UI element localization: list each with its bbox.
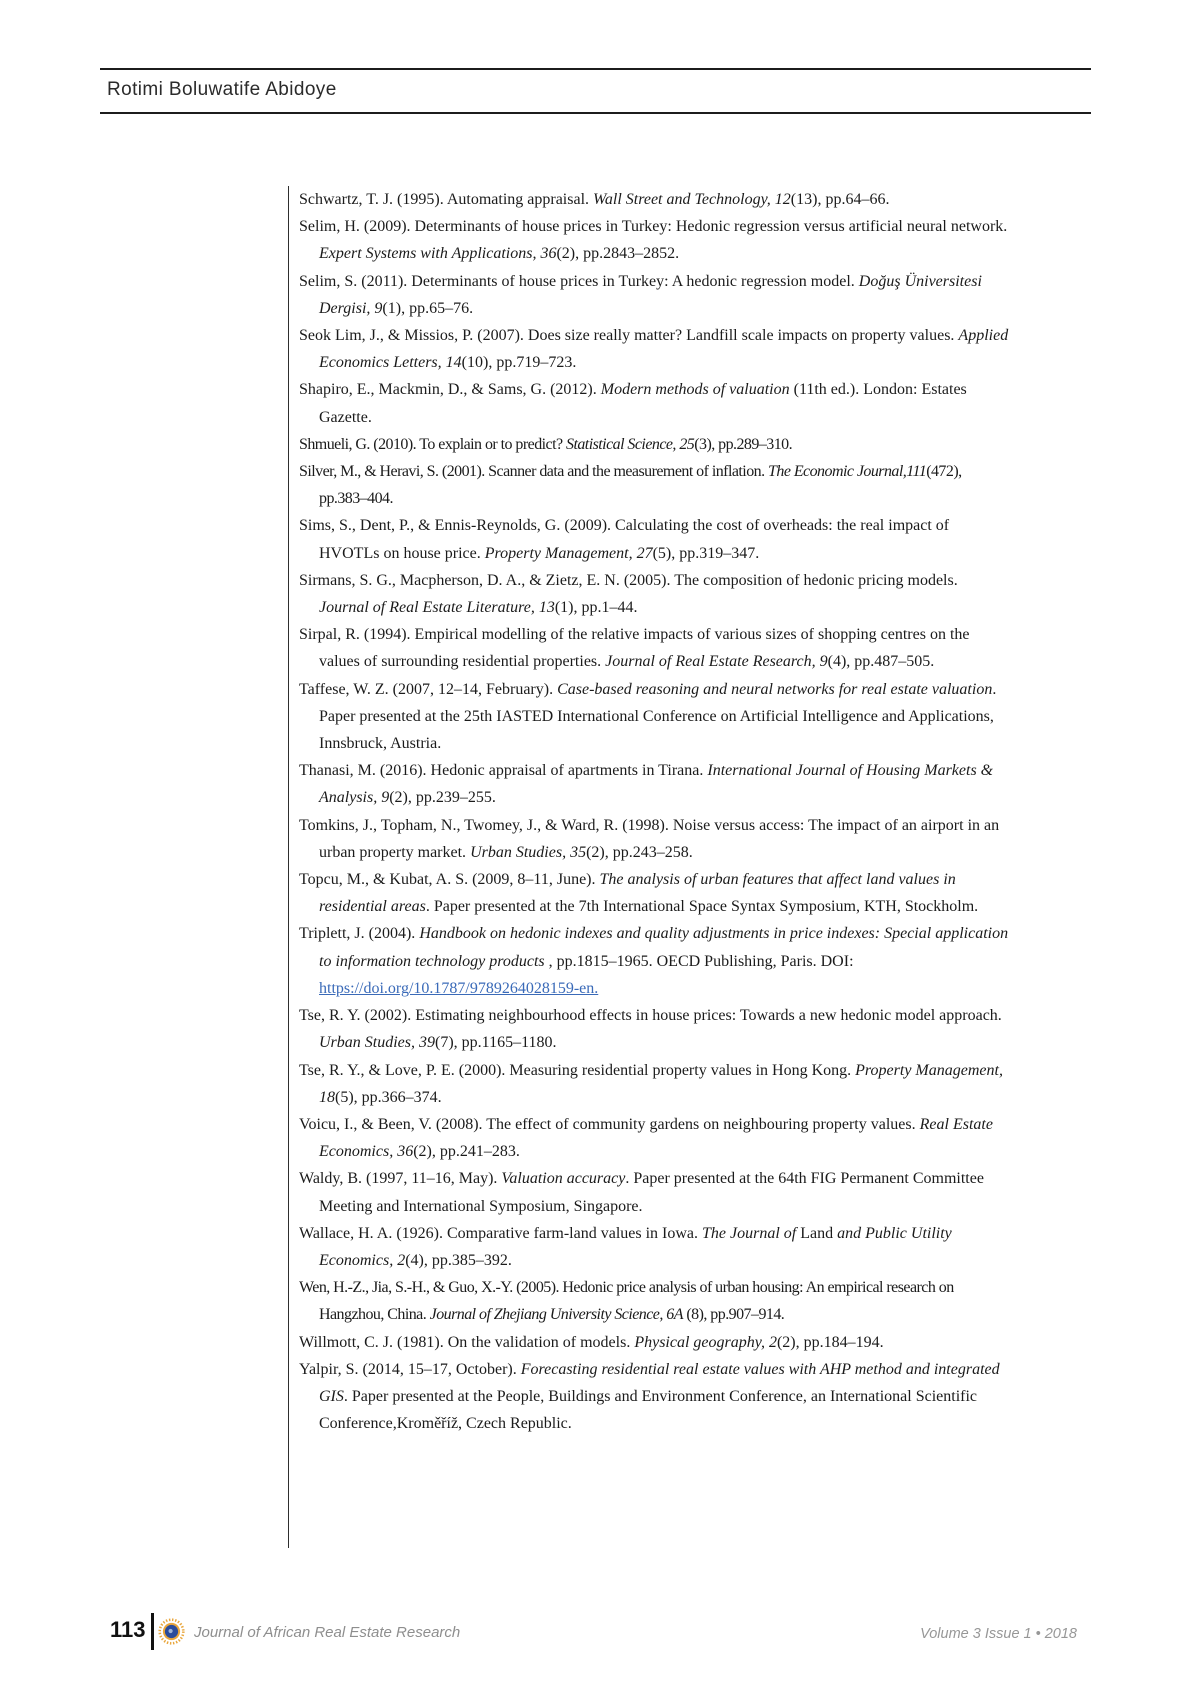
reference-italic-text: Physical geography, 2	[634, 1333, 777, 1351]
reference-entry	[299, 920, 1011, 1002]
page-number: 113	[110, 1617, 146, 1642]
reference-text: Shmueli, G. (2010). To explain or to predict?	[299, 435, 567, 453]
reference-text: (2), pp.184–194.	[776, 1333, 884, 1351]
reference-entry	[299, 866, 1011, 920]
footer-divider	[151, 1613, 154, 1650]
reference-italic-text: Doğuş Üniversitesi Dergisi, 9	[319, 272, 982, 317]
reference-text: (5), pp.366–374.	[335, 1088, 442, 1106]
reference-text: (7), pp.1165–1180.	[435, 1034, 557, 1052]
reference-text: Wallace, H. A. (1926). Comparative farm-land values in Iowa.	[299, 1224, 703, 1242]
reference-entry	[299, 1356, 1011, 1438]
reference-entry	[299, 512, 1011, 566]
reference-text: Willmott, C. J. (1981). On the validation of models.	[299, 1333, 635, 1351]
reference-italic-text: International Journal of Housing Markets & Analysis, 9	[319, 762, 994, 807]
header-bottom-rule	[100, 112, 1091, 114]
reference-text: Shapiro, E., Mackmin, D., & Sams, G. (2012).	[299, 381, 601, 399]
reference-entry	[299, 812, 1011, 866]
reference-text: Taffese, W. Z. (2007, 12–14, February).	[299, 680, 558, 698]
reference-text: Topcu, M., & Kubat, A. S. (2009, 8–11, June).	[299, 871, 600, 889]
reference-text: Tse, R. Y. (2002). Estimating neighbourhood effects in house prices: Towards a new hedonic model approach.	[299, 1007, 1002, 1025]
reference-italic-text: Journal of Zhejiang University Science, 6A	[429, 1306, 683, 1324]
running-header-author: Rotimi Boluwatife Abidoye	[107, 79, 337, 100]
reference-text: (2), pp.241–283.	[413, 1143, 520, 1161]
reference-entry	[299, 213, 1011, 267]
reference-text: Wen, H.-Z., Jia, S.-H., & Guo, X.-Y. (2005). Hedonic price analysis of urban housing: An empirical research on Hangzhou, China.	[299, 1279, 954, 1324]
reference-text: Yalpir, S. (2014, 15–17, October).	[299, 1360, 521, 1378]
reference-text: Schwartz, T. J. (1995). Automating appraisal.	[299, 191, 594, 208]
header-top-rule	[100, 68, 1091, 70]
reference-entry	[299, 1274, 1011, 1328]
reference-text: . Paper presented at the 64th FIG Permanent Committee Meeting and International Symposium, Singapore.	[319, 1170, 984, 1215]
reference-entry	[299, 268, 1011, 322]
reference-text: . Paper presented at the 25th IASTED International Conference on Artificial Intelligence and Applications, Innsbruck, Austria.	[319, 680, 997, 753]
reference-text: (2), pp.239–255.	[389, 789, 496, 807]
reference-text: . Paper presented at the 7th International Space Syntax Symposium, KTH, Stockholm.	[425, 898, 979, 916]
reference-italic-text: Modern methods of valuation	[600, 381, 790, 399]
reference-italic-text: Applied Economics Letters, 14	[319, 327, 1009, 372]
reference-entry	[299, 1002, 1011, 1056]
reference-text: Waldy, B. (1997, 11–16, May).	[299, 1170, 502, 1188]
reference-text: (5), pp.319–347.	[652, 544, 760, 562]
doi-link[interactable]: https://doi.org/10.1787/9789264028159-en.	[319, 979, 599, 997]
reference-italic-text: Handbook on hedonic indexes and quality adjustments in price indexes: Special application to information technology products	[319, 925, 1009, 970]
reference-entry	[299, 1220, 1011, 1274]
reference-italic-text: and Public Utility Economics, 2	[319, 1224, 952, 1269]
reference-entry	[299, 1165, 1011, 1219]
reference-text: (3), pp.289–310.	[694, 435, 793, 453]
reference-entry	[299, 458, 1011, 512]
reference-entry	[299, 1111, 1011, 1165]
reference-italic-text: Forecasting residential real estate values with AHP method and integrated GIS	[319, 1360, 1000, 1405]
reference-italic-text: The Journal of	[702, 1224, 801, 1242]
reference-text: (472), pp.383–404.	[319, 463, 962, 508]
reference-entry	[299, 621, 1011, 675]
journal-name: Journal of African Real Estate Research	[194, 1624, 461, 1641]
reference-entry	[299, 1329, 1011, 1356]
reference-text: (10), pp.719–723.	[461, 354, 577, 372]
reference-italic-text: Wall Street and Technology, 12	[593, 191, 791, 208]
reference-text: Selim, S. (2011). Determinants of house prices in Turkey: A hedonic regression model.	[299, 272, 859, 290]
volume-issue-info: Volume 3 Issue 1 • 2018	[920, 1626, 1077, 1642]
reference-text: (1), pp.1–44.	[554, 599, 638, 617]
reference-text: (2), pp.2843–2852.	[556, 245, 680, 263]
reference-text: Triplett, J. (2004).	[299, 925, 420, 943]
reference-italic-text: Property Management, 27	[484, 544, 653, 562]
reference-text: (13), pp.64–66.	[790, 191, 890, 208]
reference-italic-text: Journal of Real Estate Research, 9	[605, 653, 828, 671]
reference-italic-text: The Economic Journal,111	[768, 463, 927, 481]
reference-text: , pp.1815–1965. OECD Publishing, Paris. DOI:	[544, 952, 854, 970]
reference-italic-text: Valuation accuracy	[501, 1170, 626, 1188]
reference-text: Tomkins, J., Topham, N., Twomey, J., & Ward, R. (1998). Noise versus access: The impact of an airport in an urban property market.	[299, 816, 1000, 861]
reference-italic-text: Statistical Science, 25	[566, 435, 695, 453]
reference-italic-text: Property Management, 18	[319, 1061, 1003, 1106]
reference-text: (4), pp.487–505.	[827, 653, 935, 671]
reference-entry	[299, 431, 1011, 458]
reference-entry	[299, 676, 1011, 758]
reference-text: Land	[800, 1224, 838, 1242]
reference-text: Sirmans, S. G., Macpherson, D. A., & Zietz, E. N. (2005). The composition of hedonic pricing models.	[299, 571, 958, 589]
reference-text: Sims, S., Dent, P., & Ennis-Reynolds, G. (2009). Calculating the cost of overheads: the real impact of HVOTLs on house price.	[299, 517, 950, 562]
reference-text: (4), pp.385–392.	[405, 1251, 512, 1269]
reference-italic-text: Urban Studies, 39	[319, 1034, 435, 1052]
reference-italic-text: Urban Studies, 35	[470, 843, 587, 861]
reference-text: (1), pp.65–76.	[382, 299, 474, 317]
reference-text: Seok Lim, J., & Missios, P. (2007). Does size really matter? Landfill scale impacts on property values.	[299, 327, 959, 345]
reference-text: Thanasi, M. (2016). Hedonic appraisal of apartments in Tirana.	[299, 762, 708, 780]
reference-entry	[299, 1057, 1011, 1111]
reference-text: . Paper presented at the People, Buildings and Environment Conference, an International Scientific Conference,Kroměříž, Czech Republic.	[319, 1387, 978, 1433]
reference-text: (2), pp.243–258.	[586, 843, 693, 861]
reference-text: (11th ed.). London: Estates Gazette.	[319, 381, 967, 426]
journal-logo-icon	[158, 1618, 185, 1645]
reference-text: Tse, R. Y., & Love, P. E. (2000). Measuring residential property values in Hong Kong.	[299, 1061, 856, 1079]
reference-text: Voicu, I., & Been, V. (2008). The effect of community gardens on neighbouring property values.	[299, 1115, 920, 1133]
reference-italic-text: Journal of Real Estate Literature, 13	[319, 599, 555, 617]
reference-italic-text: The analysis of urban features that affect land values in residential areas	[319, 871, 956, 916]
reference-entry	[299, 567, 1011, 621]
reference-text: Silver, M., & Heravi, S. (2001). Scanner data and the measurement of inflation.	[299, 463, 769, 481]
reference-entry	[299, 186, 1011, 213]
reference-italic-text: Expert Systems with Applications, 36	[319, 245, 557, 263]
reference-entry	[299, 322, 1011, 376]
reference-entry	[299, 376, 1011, 430]
reference-text: Selim, H. (2009). Determinants of house prices in Turkey: Hedonic regression versus artificial neural network.	[299, 218, 1008, 236]
reference-text: (8), pp.907–914.	[682, 1306, 785, 1324]
reference-text: Sirpal, R. (1994). Empirical modelling of the relative impacts of various sizes of shopping centres on the values of surrounding residential properties.	[299, 626, 970, 671]
reference-italic-text: Real Estate Economics, 36	[319, 1115, 993, 1161]
reference-italic-text: Case-based reasoning and neural networks for real estate valuation	[557, 680, 993, 698]
reference-entry	[299, 757, 1011, 811]
references-panel	[288, 186, 1011, 1548]
